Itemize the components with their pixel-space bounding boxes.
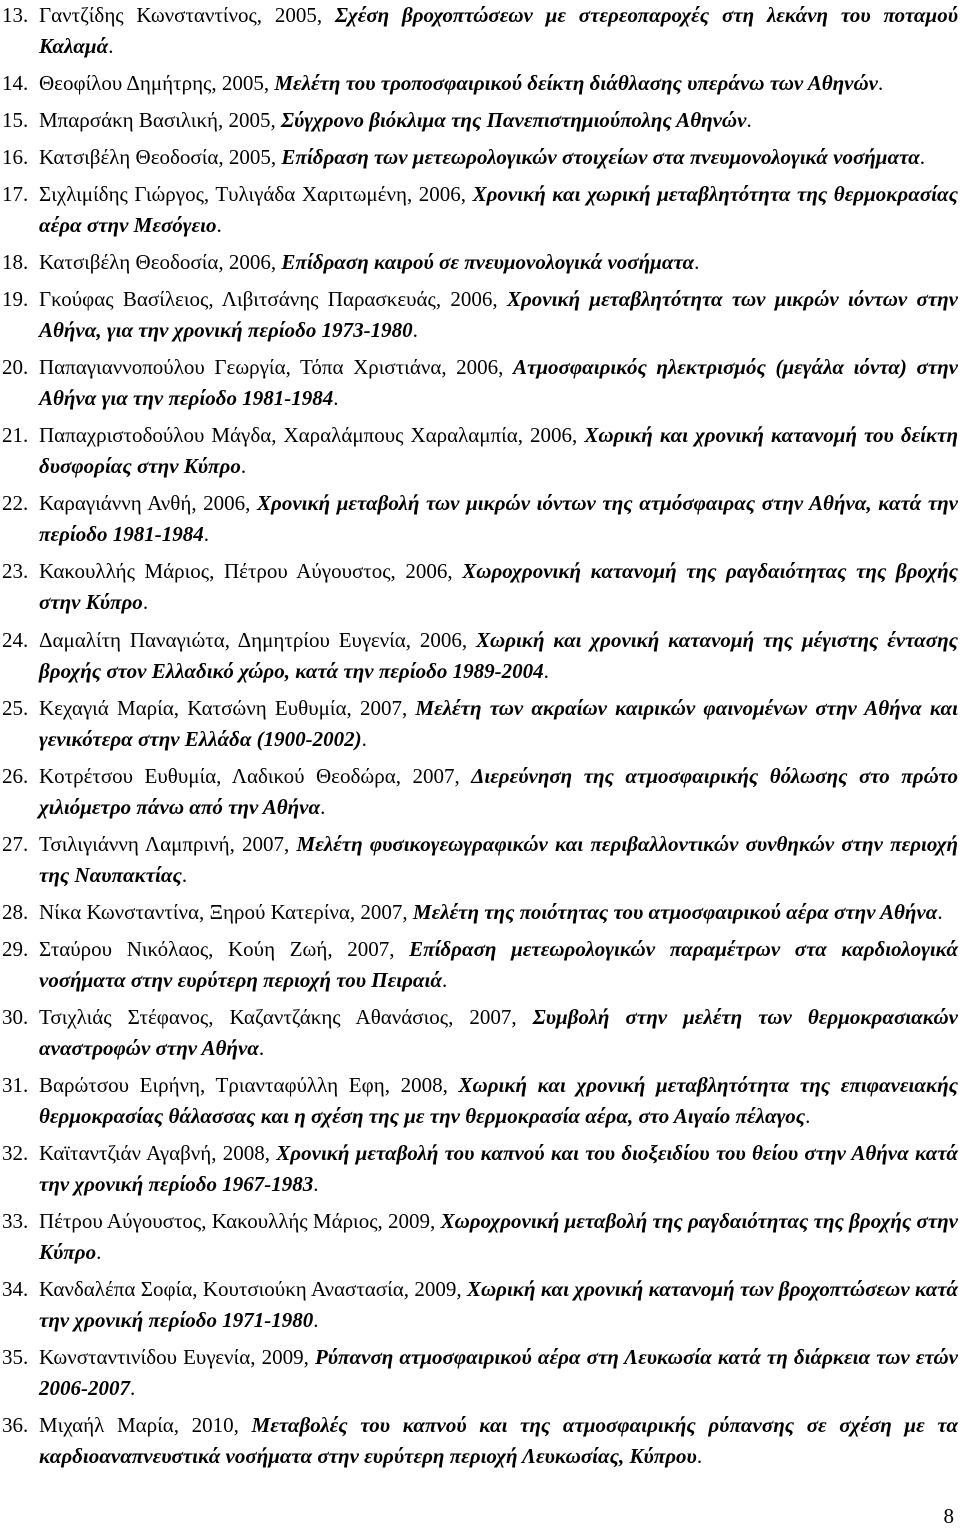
entry-period: . [216, 213, 222, 238]
entry-authors: Παπαγιαννοπούλου Γεωργία, Τόπα Χριστιάνα, 2006, [39, 355, 514, 380]
entry-number: 15. [2, 108, 29, 133]
entry-authors: Γκούφας Βασίλειος, Λιβιτσάνης Παρασκευάς, 2006, [39, 287, 507, 312]
entry-number: 19. [2, 287, 29, 312]
entry-authors: Κεχαγιά Μαρία, Κατσώνη Ευθυμία, 2007, [39, 695, 416, 720]
entry-period: . [543, 658, 549, 683]
thesis-entry [2, 1070, 958, 1132]
entry-title: Ατμοσφαιρικός ηλεκτρισμός (μεγάλα ιόντα) στην Αθήνα για την περίοδο 1981-1984 [39, 355, 959, 411]
entry-period: . [361, 726, 367, 751]
entry-authors: Γαντζίδης Κωνσταντίνος, 2005, [39, 3, 335, 27]
thesis-entry [2, 1002, 958, 1064]
entry-period: . [142, 590, 149, 615]
thesis-entry [2, 829, 958, 891]
entry-number: 16. [2, 145, 29, 170]
thesis-entry [2, 0, 958, 62]
entry-number: 36. [2, 1413, 29, 1438]
entry-title: Χωρική και χρονική μεταβλητότητα της επιφανειακής θερμοκρασίας θάλασσας και η σχέση της με την θερμοκρασία αέρα, στο Αιγαίο πέλαγος [39, 1072, 958, 1128]
entry-period: . [696, 1444, 703, 1469]
entry-authors: Πέτρου Αύγουστος, Κακουλλής Μάριος, 2009, [39, 1208, 441, 1233]
thesis-entry [2, 142, 958, 173]
thesis-entry [2, 284, 958, 346]
thesis-entry [2, 761, 958, 823]
entry-period: . [412, 318, 418, 343]
entry-number: 27. [2, 831, 29, 856]
entry-title: Σύγχρονο βιόκλιμα της Πανεπιστημιούπολης Αθηνών [281, 108, 747, 133]
entry-period: . [333, 386, 339, 411]
entry-number: 30. [2, 1004, 29, 1029]
entry-number: 35. [2, 1345, 29, 1370]
entry-title: Μελέτη της ποιότητας του ατμοσφαιρικού αέρα στην Αθήνα [412, 899, 938, 924]
entry-period: . [746, 108, 752, 133]
entry-authors: Νίκα Κωνσταντίνα, Ξηρού Κατερίνα, 2007, [39, 899, 413, 924]
thesis-entry [2, 693, 958, 755]
entry-title: Μελέτη των ακραίων καιρικών φαινομένων στην Αθήνα και γενικότερα στην Ελλάδα (1900-2002) [39, 695, 958, 751]
entry-title: Χωρική και χρονική κατανομή του δείκτη δυσφορίας στην Κύπρο [39, 423, 958, 479]
entry-number: 17. [2, 182, 29, 207]
entry-number: 20. [2, 355, 29, 380]
thesis-entry [2, 934, 958, 996]
entry-title: Χωρική και χρονική κατανομή των βροχοπτώσεων κατά την χρονική περίοδο 1971-1980 [39, 1276, 958, 1332]
entry-period: . [130, 1376, 136, 1401]
thesis-entry [2, 625, 958, 687]
entry-title: Χρονική μεταβλητότητα των μικρών ιόντων στην Αθήνα, για την χρονική περίοδο 1973-1980 [39, 287, 958, 343]
entry-number: 18. [2, 250, 29, 275]
entry-number: 26. [2, 763, 29, 788]
entry-period: . [181, 862, 188, 887]
entry-authors: Μιχαήλ Μαρία, 2010, [39, 1413, 252, 1438]
entry-period: . [694, 250, 700, 275]
entry-title: Χρονική μεταβολή του καπνού και του διοξειδίου του θείου στην Αθήνα κατά την χρονική περίοδο 1967-1983 [39, 1140, 958, 1196]
entry-title: Διερεύνηση της ατμοσφαιρικής θόλωσης στο πρώτο χιλιόμετρο πάνω από την Αθήνα [39, 763, 958, 819]
entry-number: 31. [2, 1072, 29, 1097]
entry-authors: Σιχλιμίδης Γιώργος, Τυλιγάδα Χαριτωμένη, 2006, [39, 182, 473, 207]
entry-authors: Κανδαλέπα Σοφία, Κουτσιούκη Αναστασία, 2009, [39, 1276, 467, 1301]
entry-title: Μελέτη του τροποσφαιρικού δείκτη διάθλασης υπεράνω των Αθηνών [274, 71, 878, 96]
entry-period: . [313, 1307, 319, 1332]
entry-title: Μελέτη φυσικογεωγραφικών και περιβαλλοντικών συνθηκών στην περιοχή της Ναυπακτίας [39, 831, 958, 887]
thesis-entry [2, 1206, 958, 1268]
entry-number: 14. [2, 71, 29, 96]
entry-title: Επίδραση μετεωρολογικών παραμέτρων στα καρδιολογικά νοσήματα στην ευρύτερη περιοχή του Πειραιά [39, 936, 958, 992]
entry-title: Χωροχρονική κατανομή της ραγδαιότητας της βροχής στην Κύπρο [39, 559, 958, 615]
thesis-entry [2, 1410, 958, 1472]
entry-title: Επίδραση καιρού σε πνευμονολογικά νοσήματα [281, 250, 695, 275]
thesis-entry [2, 488, 958, 550]
entry-title: Χωρική και χρονική κατανομή της μέγιστης έντασης βροχής στον Ελλαδικό χώρο, κατά την περίοδο 1989-2004 [39, 627, 959, 683]
thesis-entry [2, 897, 958, 928]
entry-period: . [877, 71, 884, 96]
thesis-list [2, 0, 958, 1478]
entry-number: 13. [2, 3, 29, 27]
thesis-entry [2, 352, 958, 414]
entry-authors: Κωνσταντινίδου Ευγενία, 2009, [39, 1345, 315, 1370]
entry-number: 33. [2, 1208, 29, 1233]
entry-number: 32. [2, 1140, 29, 1165]
thesis-entry [2, 179, 958, 241]
entry-title: Χρονική και χωρική μεταβλητότητα της θερμοκρασίας αέρα στην Μεσόγειο [39, 182, 958, 238]
entry-number: 29. [2, 936, 29, 961]
thesis-entry [2, 420, 958, 482]
entry-authors: Μπαρσάκη Βασιλική, 2005, [39, 108, 282, 133]
thesis-entry [2, 1274, 958, 1336]
thesis-entry [2, 1138, 958, 1200]
entry-authors: Κατσιβέλη Θεοδοσία, 2005, [39, 145, 282, 170]
entry-number: 28. [2, 899, 29, 924]
entry-authors: Βαρώτσου Ειρήνη, Τριανταφύλλη Εφη, 2008, [39, 1072, 459, 1097]
page-number: 8 [943, 1504, 954, 1528]
entry-period: . [919, 145, 925, 170]
entry-title: Σχέση βροχοπτώσεων με στερεοπαροχές στη λεκάνη του ποταμού Καλαμά [39, 3, 958, 58]
entry-title: Μεταβολές του καπνού και της ατμοσφαιρικής ρύπανσης σε σχέση με τα καρδιοαναπνευστικά νοσήματα στην ευρύτερη περιοχή Λευκωσίας, Κύπρου [39, 1413, 958, 1469]
entry-period: . [313, 1171, 319, 1196]
entry-period: . [203, 522, 209, 547]
entry-authors: Τσιλιγιάννη Λαμπρινή, 2007, [39, 831, 297, 856]
entry-authors: Δαμαλίτη Παναγιώτα, Δημητρίου Ευγενία, 2006, [39, 627, 476, 652]
thesis-entry [2, 556, 958, 618]
entry-number: 34. [2, 1276, 29, 1301]
entry-authors: Καραγιάννη Ανθή, 2006, [39, 491, 258, 516]
entry-number: 25. [2, 695, 29, 720]
entry-period: . [441, 967, 448, 992]
entry-title: Χρονική μεταβολή των μικρών ιόντων της ατμόσφαιρας στην Αθήνα, κατά την περίοδο 1981-1984 [39, 491, 958, 547]
entry-authors: Κακουλλής Μάριος, Πέτρου Αύγουστος, 2006, [39, 559, 463, 584]
entry-period: . [320, 794, 326, 819]
entry-title: Χωροχρονική μεταβολή της ραγδαιότητας της βροχής στην Κύπρο [39, 1208, 958, 1264]
entry-title: Επίδραση των μετεωρολογικών στοιχείων στα πνευμονολογικά νοσήματα [281, 145, 920, 170]
thesis-entry [2, 247, 958, 278]
entry-title: Ρύπανση ατμοσφαιρικού αέρα στη Λευκωσία κατά τη διάρκεια των ετών 2006-2007 [39, 1345, 958, 1401]
entry-authors: Τσιχλιάς Στέφανος, Καζαντζάκης Αθανάσιος, 2007, [39, 1004, 533, 1029]
entry-number: 22. [2, 491, 29, 516]
entry-number: 24. [2, 627, 29, 652]
entry-period: . [240, 454, 247, 479]
entry-authors: Σταύρου Νικόλαος, Κούη Ζωή, 2007, [39, 936, 410, 961]
entry-period: . [96, 1239, 102, 1264]
entry-period: . [258, 1035, 265, 1060]
entry-period: . [805, 1103, 811, 1128]
entry-authors: Παπαχριστοδούλου Μάγδα, Χαραλάμπους Χαραλαμπία, 2006, [39, 423, 585, 448]
entry-authors: Θεοφίλου Δημήτρης, 2005, [39, 71, 275, 96]
entry-period: . [108, 34, 114, 58]
thesis-entry [2, 105, 958, 136]
thesis-entry [2, 1342, 958, 1404]
entry-period: . [937, 899, 943, 924]
entry-number: 21. [2, 423, 29, 448]
entry-authors: Κατσιβέλη Θεοδοσία, 2006, [39, 250, 282, 275]
entry-authors: Καϊταντζιάν Αγαβνή, 2008, [39, 1140, 277, 1165]
thesis-entry [2, 68, 958, 99]
entry-title: Συμβολή στην μελέτη των θερμοκρασιακών αναστροφών στην Αθήνα [39, 1004, 958, 1060]
entry-authors: Κοτρέτσου Ευθυμία, Λαδικού Θεοδώρα, 2007, [39, 763, 472, 788]
entry-number: 23. [2, 559, 29, 584]
